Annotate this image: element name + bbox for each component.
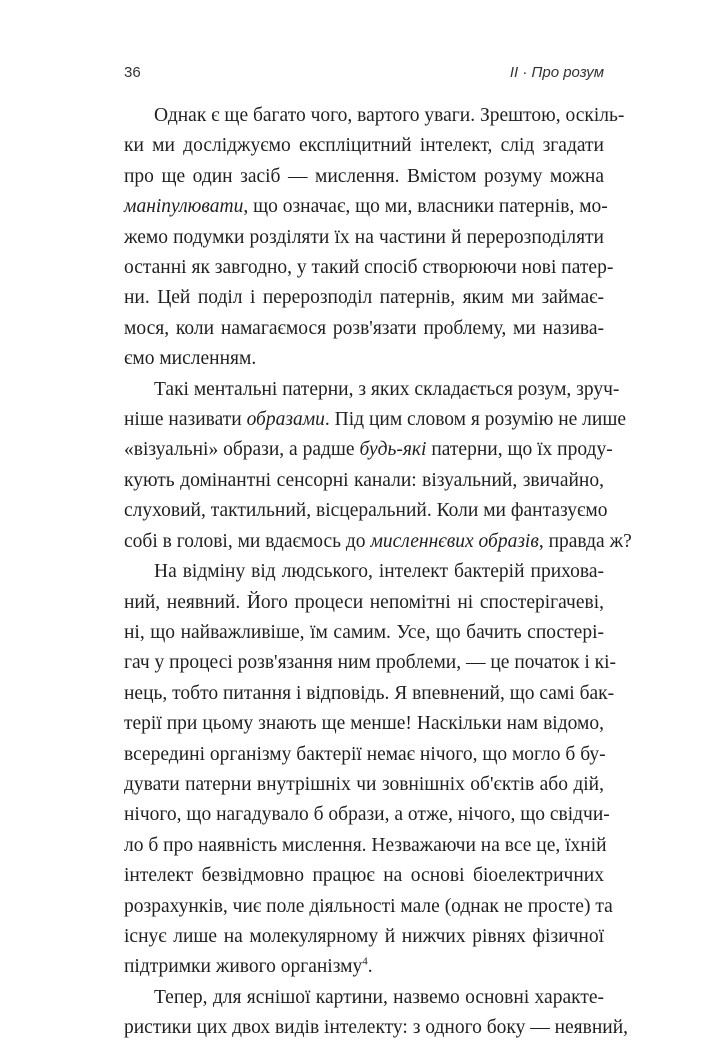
text-line: На відміну від людського, інтелект бактерій прихова-: [154, 561, 604, 583]
text-line: всередині організму бактерії немає нічого, що могло б бу-: [124, 743, 606, 765]
text-line: ємо мисленням.: [124, 348, 257, 370]
text-line: [124, 192, 608, 222]
text-line: ни. Цей поділ і перерозподіл патернів, яким ми займає-: [124, 287, 604, 309]
text-line: ристики цих двох видів інтелекту: з одного боку — неявний,: [124, 1017, 629, 1039]
text-segment: собі в голові, ми вдаємось до: [124, 530, 371, 552]
text-segment: «візуальні» образи, а радше: [124, 439, 360, 461]
text-line: [124, 952, 604, 982]
text-line: ки ми досліджуємо експліцитний інтелект, слід згадати: [124, 135, 604, 157]
text-line: [124, 435, 613, 465]
text-segment: підтримки живого організму: [124, 956, 363, 978]
text-line: нічого, що нагадувало б образи, а отже, нічого, що свідчи-: [124, 804, 610, 826]
text-segment: , що означає, що ми, власники патернів, мо-: [243, 196, 608, 218]
text-line: Такі ментальні патерни, з яких складається розум, зруч-: [154, 378, 620, 400]
text-segment: .: [367, 956, 373, 978]
page-header: [124, 64, 604, 88]
italic-term: мисленнєвих образів: [370, 530, 539, 552]
body-text: [124, 101, 632, 1044]
text-line: про ще один засіб — мислення. Вмістом розуму можна: [124, 165, 604, 187]
paragraph: [124, 375, 632, 557]
text-line: розрахунків, чиє поле діяльності мале (однак не просте) та: [124, 895, 613, 917]
text-line: існує лише на молекулярному й нижчих рівнях фізичної: [124, 925, 604, 947]
italic-term: образами: [246, 409, 325, 431]
text-segment: патерни, що їх проду-: [426, 439, 613, 461]
text-line: інтелект безвідмовно працює на основі біоелектричних: [124, 865, 604, 887]
text-segment: . Під цим словом я розумію не лише: [324, 409, 626, 431]
italic-term: маніпулювати: [124, 196, 244, 218]
text-line: нець, тобто питання і відповідь. Я впевнений, що самі бак-: [124, 682, 615, 704]
text-line: слуховий, тактильний, вісцеральний. Коли ми фантазуємо: [124, 500, 608, 522]
text-line: мося, коли намагаємося розв'язати проблему, ми назива-: [124, 317, 604, 339]
text-line: Тепер, для яснішої картини, назвемо основні характе-: [154, 986, 604, 1008]
text-line: ло б про наявність мислення. Незважаючи на все це, їхній: [124, 834, 607, 856]
page-number: 36: [124, 64, 141, 81]
text-line: гач у процесі розв'язання ним проблеми, — це початок і кі-: [124, 652, 616, 674]
text-line: терії при цьому знають ще менше! Наскільки нам відомо,: [124, 713, 604, 735]
text-line: Однак є ще багато чого, вартого уваги. Зрештою, оскіль-: [154, 105, 625, 126]
paragraph: [124, 983, 629, 1044]
footnote-ref: 4: [362, 955, 368, 968]
text-line: ний, неявний. Його процеси непомітні ні спостерігачеві,: [124, 591, 604, 613]
text-segment: ніше називати: [124, 409, 247, 431]
text-line: кують домінантні сенсорні канали: візуальний, звичайно,: [124, 469, 604, 491]
text-line: [124, 405, 626, 435]
text-line: дувати патерни внутрішніх чи зовнішніх об'єктів або дій,: [124, 773, 604, 795]
paragraph: [124, 101, 625, 375]
text-line: останні як завгодно, у такий спосіб створюючи нові патер-: [124, 257, 614, 279]
running-head: II · Про розум: [509, 64, 604, 81]
text-line: ні, що найважливіше, їм самим. Усе, що бачить спостері-: [124, 621, 604, 643]
paragraph: [124, 557, 616, 983]
text-line: [124, 527, 632, 557]
text-segment: , правда ж?: [538, 530, 632, 552]
italic-term: будь-які: [359, 439, 427, 461]
text-line: жемо подумки розділяти їх на частини й перерозподіляти: [124, 226, 604, 248]
